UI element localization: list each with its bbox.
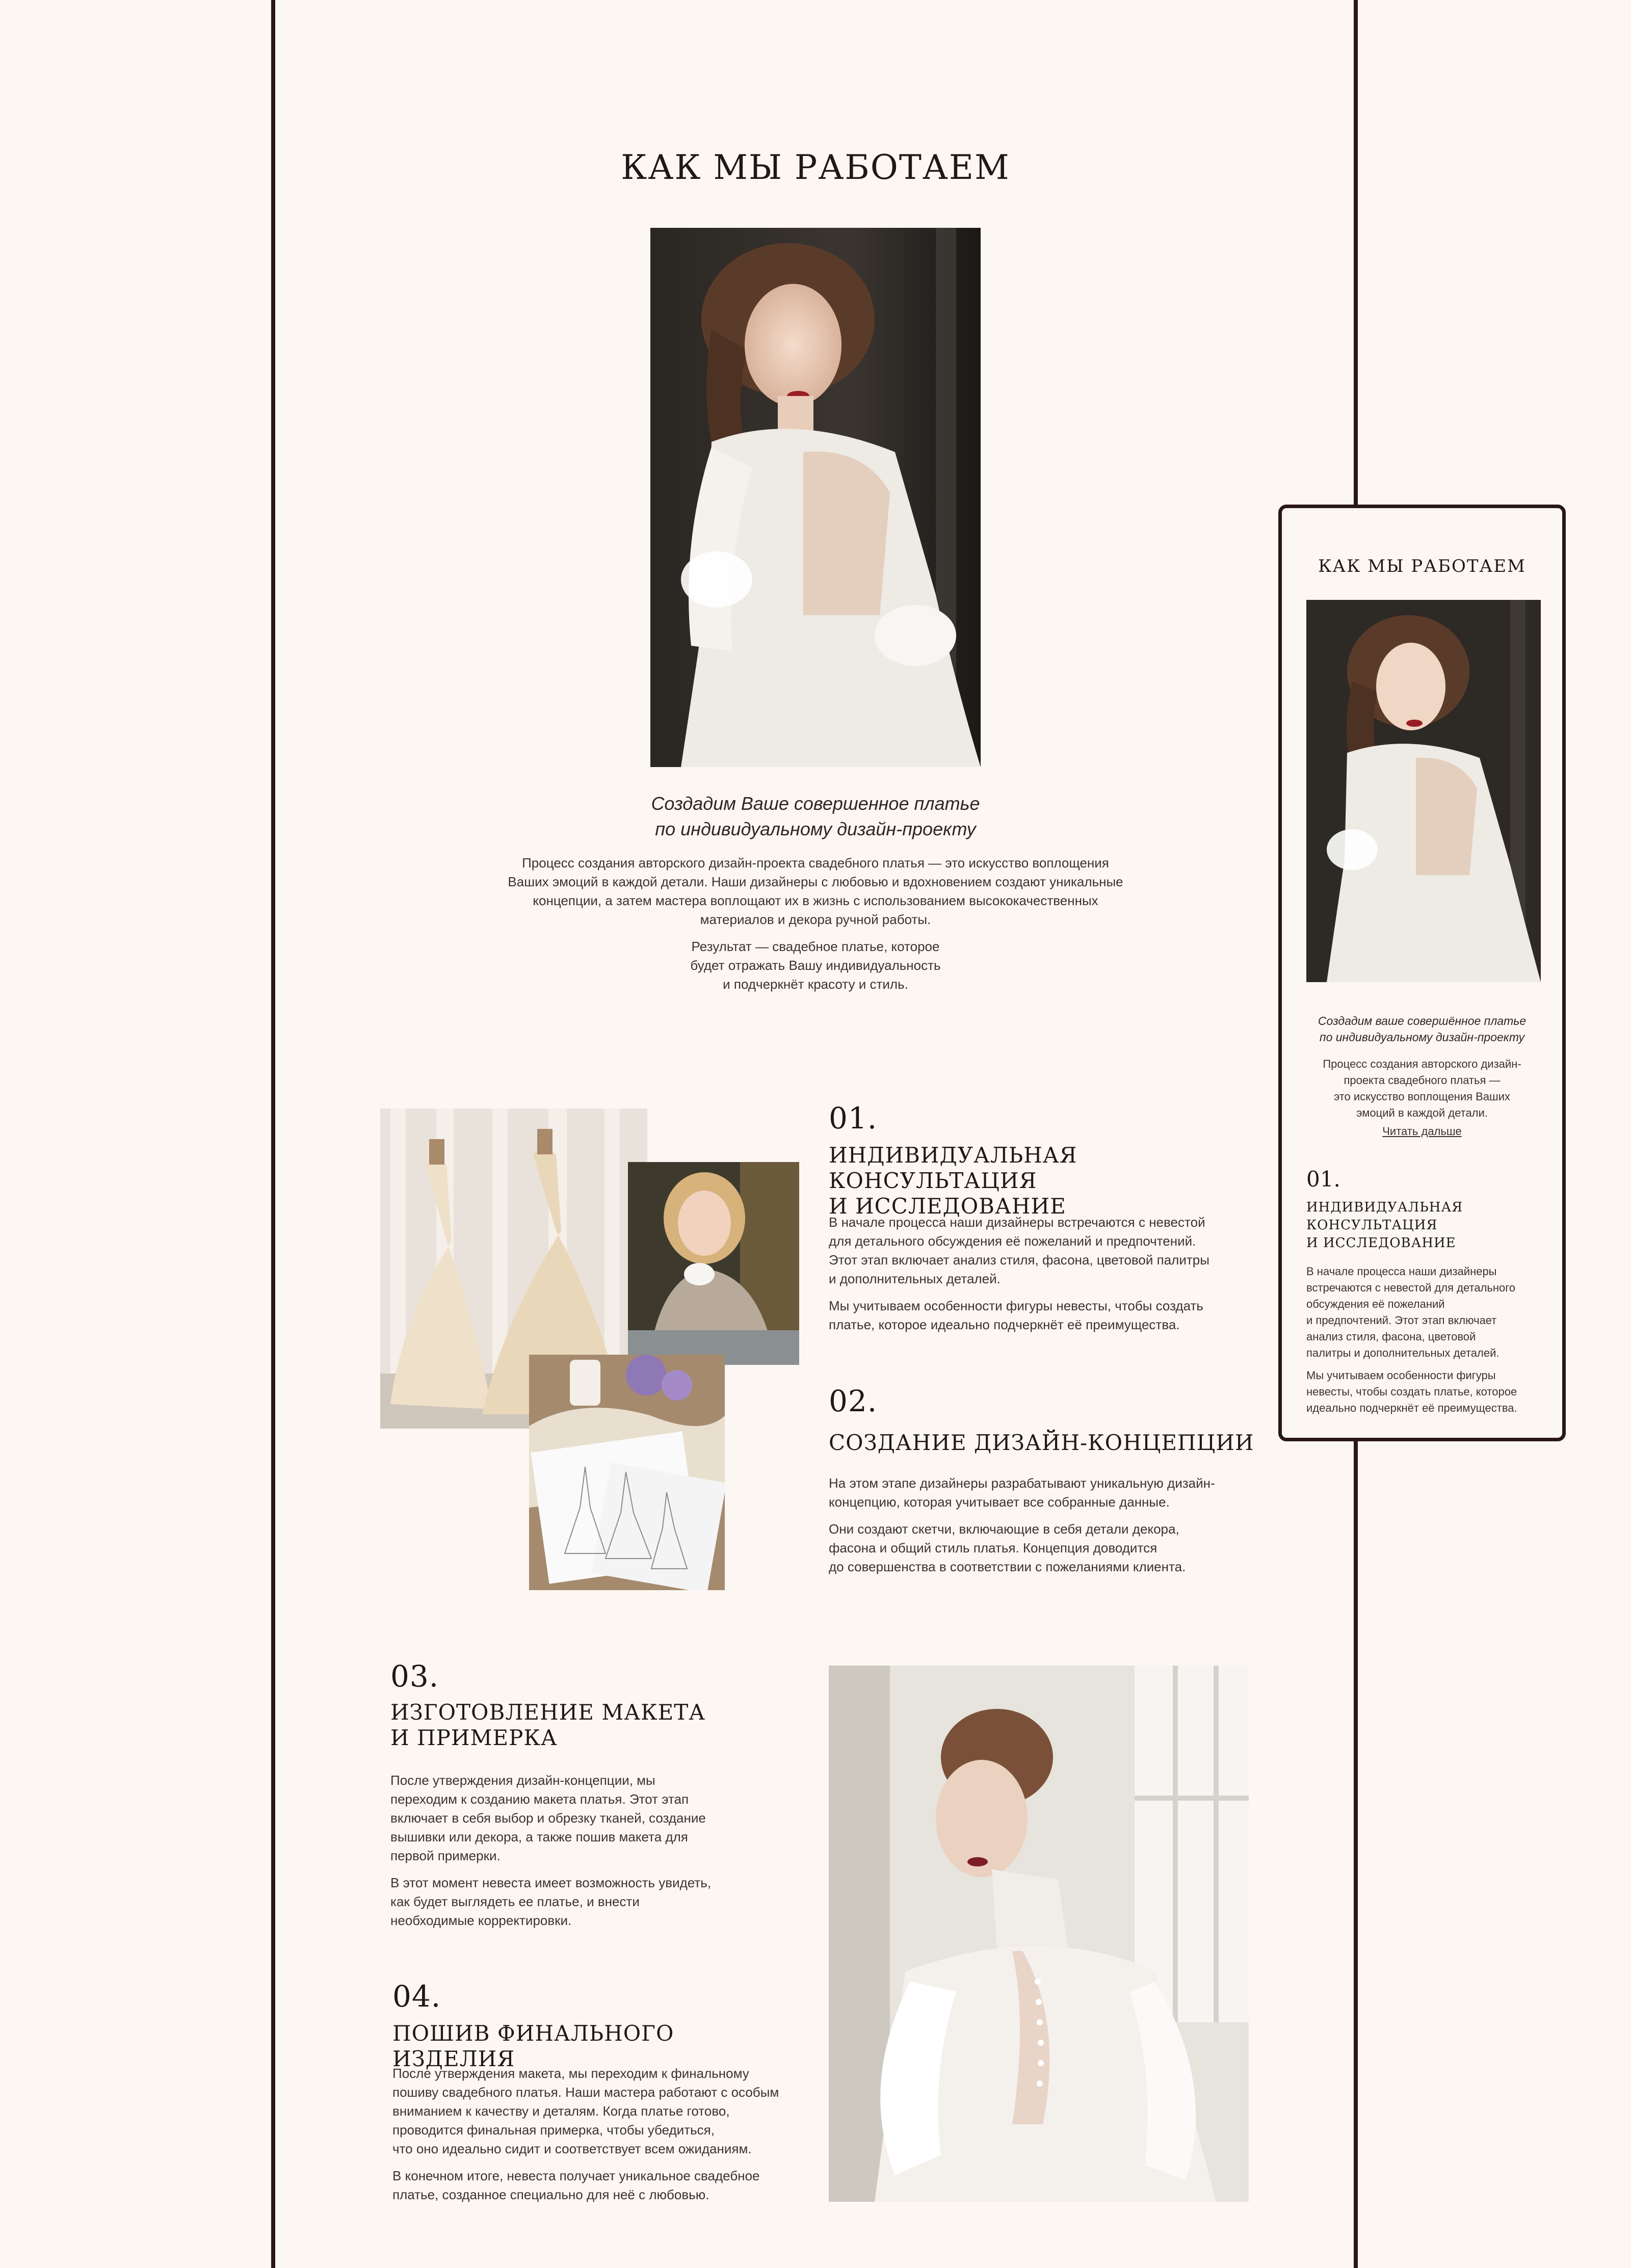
dress-sketches-image	[529, 1355, 725, 1590]
mobile-bride-portrait-image	[1306, 600, 1541, 982]
step-4-title: ПОШИВ ФИНАЛЬНОГО ИЗДЕЛИЯ	[392, 2021, 674, 2071]
mobile-read-more-wrap	[1282, 1125, 1562, 1138]
mobile-page-title: КАК МЫ РАБОТАЕМ	[1318, 556, 1526, 576]
mobile-step-paragraph-2: Мы учитываем особенности фигуры невесты, чтобы создать платье, которое идеально подчеркнёт её преимущества.	[1306, 1369, 1517, 1414]
frame-line-left	[271, 0, 275, 2268]
step-2-text	[829, 1474, 1287, 1585]
sketches-photo	[529, 1355, 725, 1590]
mobile-step-title: ИНДИВИДУАЛЬНАЯ КОНСУЛЬТАЦИЯ И ИССЛЕДОВАНИЕ	[1306, 1200, 1463, 1251]
step-3-paragraph-2: В этот момент невеста имеет возможность увидеть, как будет выглядеть ее платье, и внести необходимые корректировки.	[390, 1875, 712, 1928]
mobile-intro-paragraph: Процесс создания авторского дизайн- проекта свадебного платья — это искусство воплощения Ваших эмоций в каждой детали.	[1323, 1058, 1521, 1119]
step-1-text	[829, 1213, 1287, 1342]
step-3-paragraph-1: После утверждения дизайн-концепции, мы переходим к созданию макета платья. Этот этап включает в себя выбор и обрезку тканей, создание вышивки или декора, а также пошив макета для первой примерки.	[390, 1773, 706, 1863]
mobile-intro-text	[1282, 1056, 1562, 1127]
step-1-title: ИНДИВИДУАЛЬНАЯ КОНСУЛЬТАЦИЯ И ИССЛЕДОВАНИЕ	[829, 1143, 1077, 1219]
page-title: КАК МЫ РАБОТАЕМ	[621, 148, 1010, 187]
step-3-text	[390, 1771, 778, 1938]
mobile-step-paragraph-1: В начале процесса наши дизайнеры встречаются с невестой для детального обсуждения её пожеланий и предпочтений. Этот этап включает анализ стиля, фасона, цветовой палитры и дополнительных деталей.	[1306, 1265, 1516, 1359]
intro-text	[433, 854, 1198, 1002]
bride-back-photo	[829, 1666, 1249, 2202]
step-2-number: 02.	[829, 1384, 878, 1418]
step-2-title: СОЗДАНИЕ ДИЗАЙН-КОНЦЕПЦИИ	[829, 1430, 1254, 1455]
hero-subtitle: Создадим Ваше совершенное платье по индивидуальному дизайн-проекту	[651, 793, 980, 839]
hero-photo	[650, 228, 981, 767]
step-2-paragraph-1: На этом этапе дизайнеры разрабатывают уникальную дизайн- концепцию, которая учитывает все собранные данные.	[829, 1475, 1215, 1510]
read-more-link[interactable]: Читать дальше	[1382, 1125, 1462, 1138]
bride-portrait-image	[650, 228, 981, 767]
step-4-paragraph-1: После утверждения макета, мы переходим к финальному пошиву свадебного платья. Наши мастера работают с особым вниманием к качеству и деталям. Когда платье готово, проводится финальная примерка, чтобы убедиться, что оно идеально сидит и соответствует всем ожиданиям.	[392, 2066, 779, 2156]
step-4-paragraph-2: В конечном итоге, невеста получает уникальное свадебное платье, созданное специально для неё с любовью.	[392, 2168, 760, 2202]
intro-paragraph-2: Результат — свадебное платье, которое будет отражать Вашу индивидуальность и подчеркнёт красоту и стиль.	[690, 939, 941, 992]
step-4-number: 04.	[392, 1979, 441, 2014]
step-1-paragraph-1: В начале процесса наши дизайнеры встречаются с невестой для детального обсуждения её пожеланий и предпочтений. Этот этап включает анализ стиля, фасона, цветовой палитры и дополнительных деталей.	[829, 1215, 1209, 1286]
consultation-photo	[628, 1162, 799, 1365]
step-3-number: 03.	[390, 1659, 439, 1694]
step-2-paragraph-2: Они создают скетчи, включающие в себя детали декора, фасона и общий стиль платья. Концепция доводится до совершенства в соответствии с пожеланиями клиента.	[829, 1521, 1186, 1574]
mobile-step-number: 01.	[1306, 1167, 1340, 1192]
intro-paragraph-1: Процесс создания авторского дизайн-проекта свадебного платья — это искусство воплощения Ваших эмоций в каждой детали. Наши дизайнеры с любовью и вдохновением создают уникальные концепции, а затем мастера воплощают их в жизнь с использованием высококачественных материалов и декора ручной работы.	[508, 855, 1123, 927]
step-1-paragraph-2: Мы учитываем особенности фигуры невесты, чтобы создать платье, которое идеально подчеркнёт её преимущества.	[829, 1298, 1203, 1332]
mobile-preview	[1278, 505, 1566, 1441]
mobile-step-text	[1306, 1263, 1551, 1422]
mobile-hero-photo	[1306, 600, 1541, 982]
woman-with-cup-image	[628, 1162, 799, 1365]
step-1-number: 01.	[829, 1101, 878, 1136]
step-4-text	[392, 2064, 810, 2212]
step-3-title: ИЗГОТОВЛЕНИЕ МАКЕТА И ПРИМЕРКА	[390, 1700, 706, 1750]
bride-back-image	[829, 1666, 1249, 2202]
mobile-subtitle: Создадим ваше совершённое платье по индивидуальному дизайн-проекту	[1318, 1014, 1527, 1044]
